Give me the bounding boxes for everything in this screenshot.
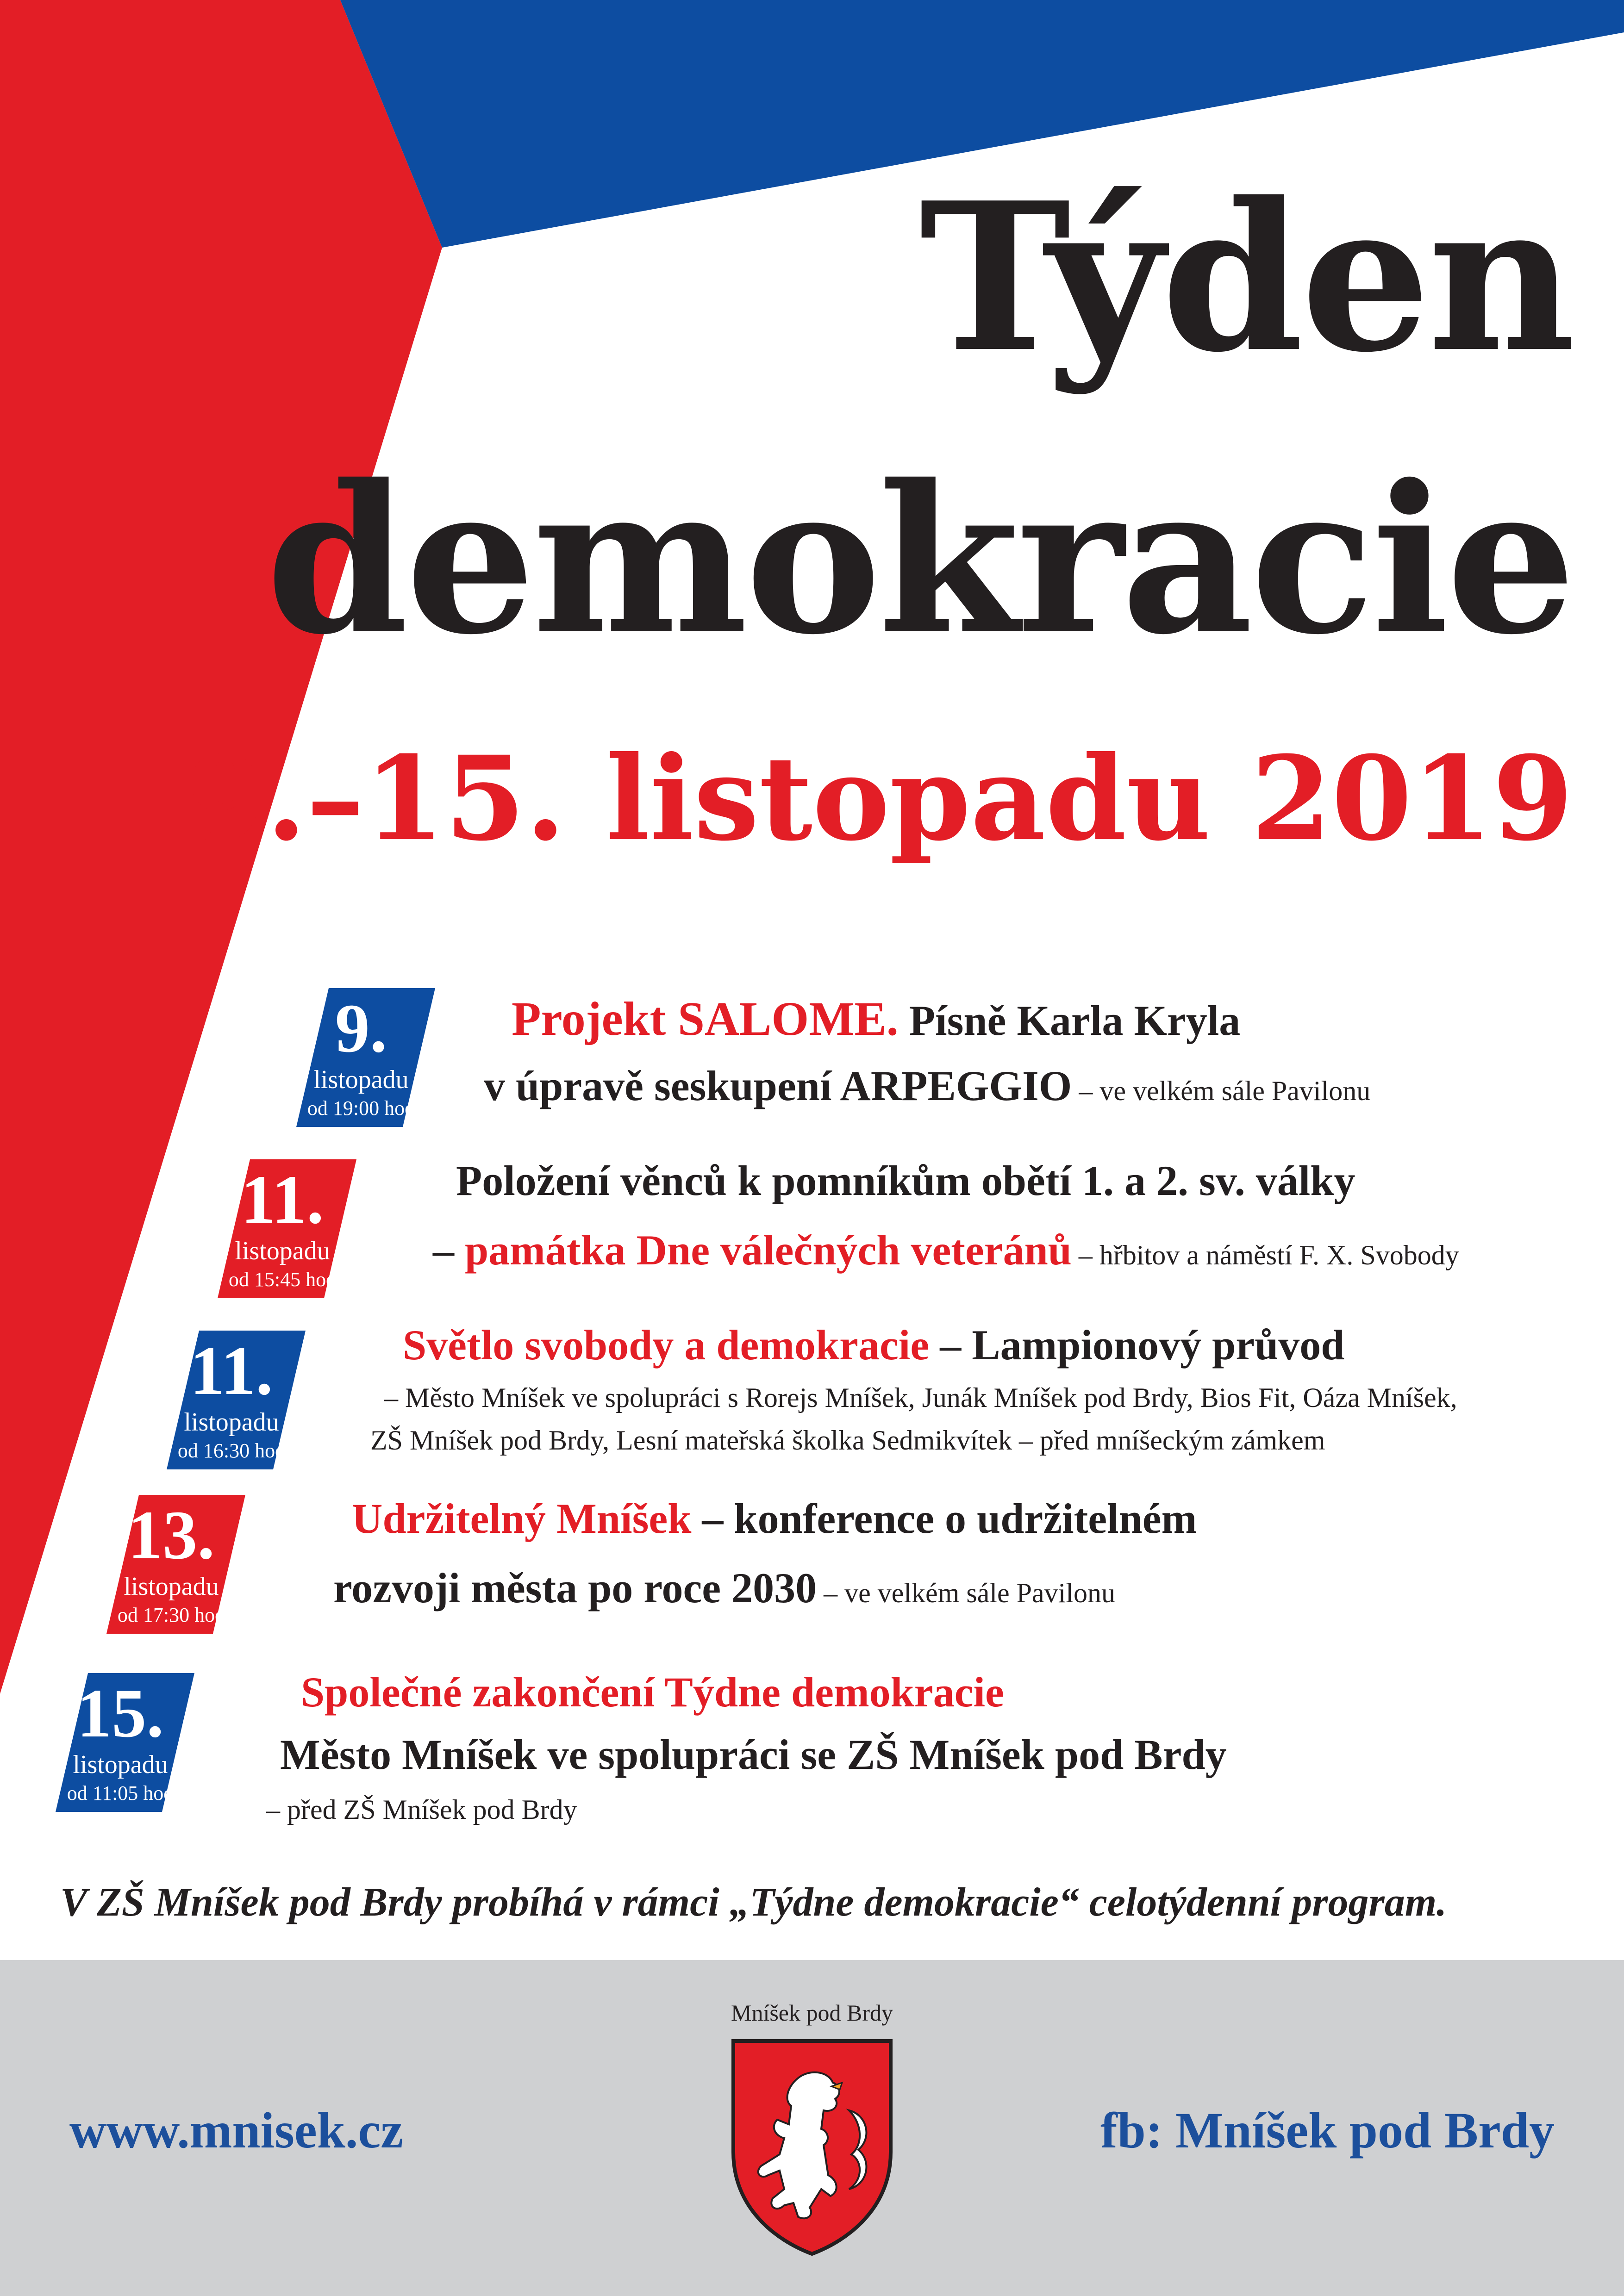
badge-day: 13. [128, 1497, 215, 1574]
event-5-title: Společné zakončení Týdne demokracie [301, 1668, 1004, 1716]
badge-month: listopadu [73, 1750, 168, 1779]
event-2-dash: – [433, 1226, 465, 1274]
event-1-line-2 [484, 1064, 1370, 1107]
event-4-line-2 [333, 1564, 1115, 1612]
badge-month: listopadu [235, 1237, 330, 1265]
badge-time: od 17:30 hod [117, 1604, 225, 1626]
event-1-title: Projekt SALOME. [512, 992, 899, 1045]
crest-label: Mníšek pod Brdy [731, 2000, 893, 2026]
event-2-title: Položení věnců k pomníkům obětí 1. a 2. sv. války [456, 1157, 1355, 1204]
event-4-subtitle: – konference o udržitelném [691, 1495, 1197, 1542]
program-note: V ZŠ Mníšek pod Brdy probíhá v rámci „Týdne demokracie“ celotýdenní program. [60, 1880, 1447, 1925]
date-badge-9 [296, 988, 426, 1127]
event-2-line-2 [433, 1226, 1459, 1274]
date-badge-11-a [218, 1159, 347, 1298]
event-1-line-1 [512, 992, 1241, 1045]
event-3-line-1 [403, 1321, 1345, 1369]
event-3-location: ZŠ Mníšek pod Brdy, Lesní mateřská školka Sedmikvítek – před mníšeckým zámkem [370, 1425, 1325, 1456]
event-2-subtitle: památka Dne válečných veteránů [465, 1226, 1072, 1274]
badge-month: listopadu [184, 1408, 279, 1437]
event-1-subtitle: Písně Karla Kryla [898, 997, 1241, 1044]
event-dates: 9.–15. listopadu 2019 [185, 730, 1573, 866]
date-badge-15 [56, 1673, 185, 1812]
badge-time: od 19:00 hod [307, 1097, 415, 1120]
title-line-2: demokracie [266, 440, 1573, 679]
badge-time: od 16:30 hod [177, 1439, 286, 1462]
date-badge-11-b [167, 1331, 296, 1469]
event-2-line-1 [456, 1159, 1355, 1202]
event-4-title: Udržitelný Mníšek [352, 1495, 692, 1542]
event-2-location: – hřbitov a náměstí F. X. Svobody [1071, 1240, 1459, 1270]
badge-day: 15. [77, 1675, 164, 1752]
event-3-subtitle: – Lampionový průvod [929, 1321, 1345, 1369]
facebook-link[interactable]: fb: Mníšek pod Brdy [1100, 2102, 1555, 2159]
badge-time: od 15:45 hod [228, 1268, 337, 1291]
event-4-line-1 [352, 1497, 1197, 1540]
website-link[interactable]: www.mnisek.cz [69, 2102, 404, 2159]
event-3-organizers: – Město Mníšek ve spolupráci s Rorejs Mníšek, Junák Mníšek pod Brdy, Bios Fit, Oáza Mníšek, [384, 1382, 1457, 1413]
badge-day: 9. [335, 990, 387, 1067]
title-line-1: Týden [919, 158, 1573, 397]
event-5-location: – před ZŠ Mníšek pod Brdy [266, 1794, 577, 1825]
event-3-line-3 [370, 1426, 1325, 1454]
badge-day: 11. [190, 1332, 273, 1409]
badge-day: 11. [241, 1161, 324, 1238]
badge-month: listopadu [124, 1572, 219, 1601]
event-5-line-2 [280, 1733, 1227, 1776]
badge-month: listopadu [313, 1065, 409, 1094]
event-3-title: Světlo svobody a demokracie [403, 1321, 930, 1369]
event-4-location: – ve velkém sále Pavilonu [817, 1578, 1115, 1608]
badge-time: od 11:05 hod [67, 1782, 174, 1804]
date-badge-13 [106, 1495, 236, 1634]
event-1-location: – ve velkém sále Pavilonu [1072, 1076, 1371, 1106]
event-4-detail: rozvoji města po roce 2030 [333, 1564, 817, 1612]
event-3-line-2 [384, 1384, 1457, 1412]
event-5-detail: Město Mníšek ve spolupráci se ZŠ Mníšek pod Brdy [280, 1731, 1227, 1778]
event-5-line-1 [301, 1668, 1004, 1716]
event-5-line-3 [266, 1796, 577, 1823]
event-1-detail: v úpravě seskupení ARPEGGIO [484, 1062, 1072, 1109]
town-crest-icon [729, 2036, 895, 2259]
